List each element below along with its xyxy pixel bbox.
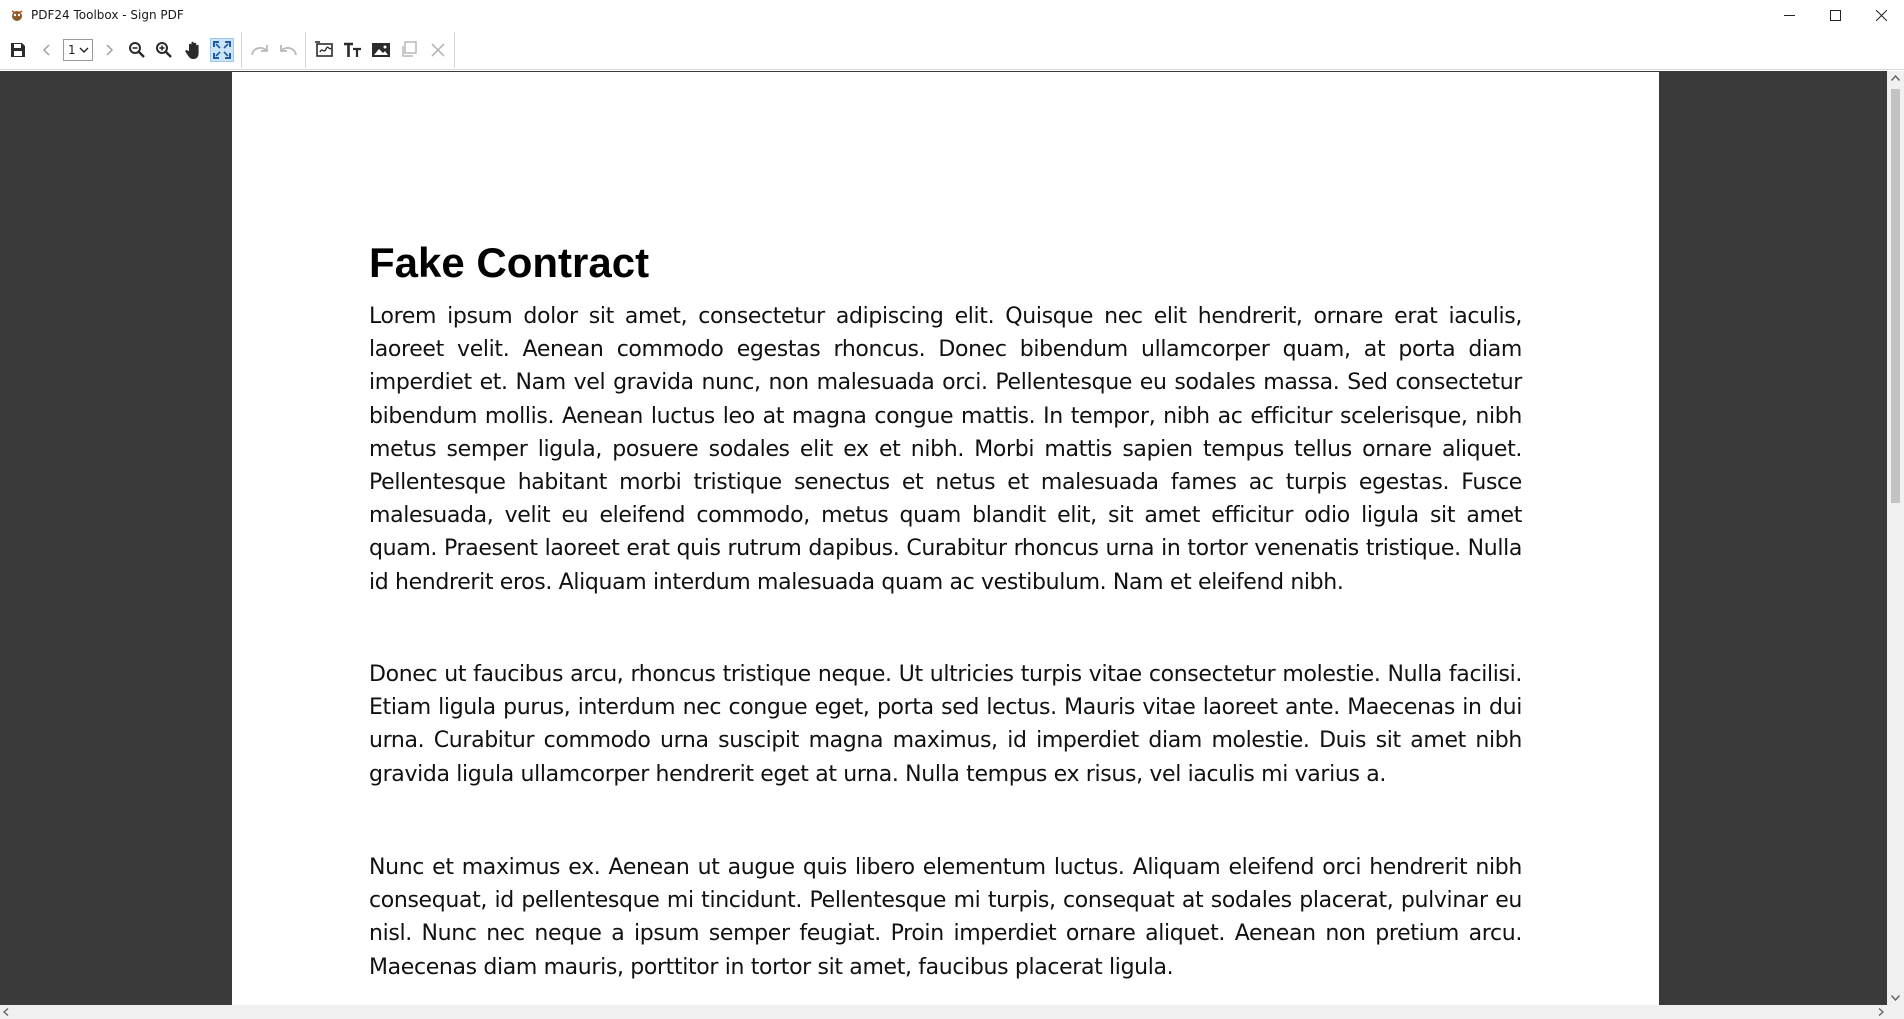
page-number-select[interactable] — [63, 39, 93, 61]
toolbar-separator — [454, 32, 455, 68]
close-window-button[interactable] — [1858, 0, 1904, 30]
delete-icon — [430, 42, 446, 58]
scroll-right-icon[interactable] — [1878, 1008, 1884, 1016]
zoom-out-button[interactable] — [125, 38, 149, 62]
hand-tool-icon — [185, 40, 203, 60]
save-icon — [9, 41, 27, 59]
add-signature-button[interactable] — [313, 38, 337, 62]
redo-icon — [250, 43, 270, 57]
page-number-value: 1 — [68, 43, 76, 57]
add-text-button[interactable] — [341, 38, 365, 62]
add-image-button[interactable] — [369, 38, 393, 62]
hand-tool-button[interactable] — [182, 38, 206, 62]
scroll-down-icon[interactable] — [1891, 995, 1900, 1001]
scroll-left-icon[interactable] — [3, 1008, 9, 1016]
vertical-scroll-thumb[interactable] — [1891, 89, 1900, 503]
window-controls — [1766, 0, 1904, 30]
prev-page-button[interactable] — [35, 38, 59, 62]
window-title: PDF24 Toolbox - Sign PDF — [31, 8, 184, 22]
next-page-button[interactable] — [97, 38, 121, 62]
prev-page-icon — [41, 43, 53, 57]
add-signature-icon — [315, 41, 335, 59]
undo-icon — [278, 43, 298, 57]
scrollbar-corner — [1887, 1005, 1904, 1019]
zoom-in-icon — [155, 41, 173, 59]
next-page-icon — [103, 43, 115, 57]
title-bar — [0, 0, 1904, 30]
paragraph: Nunc et maximus ex. Aenean ut augue quis libero elementum luctus. Aliquam eleifend orci hendrerit nibh consequat, id pellentesque mi tincidunt. Pellentesque mi turpis, consequat at sodales placerat, pulvinar eu nisl. Nunc nec neque a ipsum semper feugiat. Proin imperdiet ornare aliquet. Aenean non pretium arcu. Maecenas diam mauris, porttitor in tortor sit amet, faucibus placerat ligula. — [369, 855, 1522, 980]
duplicate-icon — [400, 41, 418, 59]
close-icon — [1876, 10, 1887, 21]
delete-button[interactable] — [426, 38, 450, 62]
duplicate-button[interactable] — [397, 38, 421, 62]
add-image-icon — [371, 41, 391, 59]
paragraph: Lorem ipsum dolor sit amet, consectetur adipiscing elit. Quisque nec elit hendrerit, ornare erat iaculis, laoreet velit. Aenean commodo egestas rhoncus. Donec bibendum ullamcorper quam, at porta diam imperdiet et. Nam vel gravida nunc, non malesuada orci. Pellentesque eu sodales massa. Sed consectetur bibendum mollis. Aenean luctus leo at magna congue mattis. In tempor, nibh ac efficitur scelerisque, nibh metus semper ligula, posuere sodales elit ex et nibh. Morbi mattis sapien tempus tellus ornare aliquet. Pellentesque habitant morbi tristique senectus et netus et malesuada fames ac turpis egestas. Fusce malesuada, velit eu eleifend commodo, metus quam blandit elit, sit amet efficitur odio ligula sit amet quam. Praesent laoreet erat quis rutrum dapibus. Curabitur rhoncus urna in tortor venenatis tristique. Nulla id hendrerit eros. Aliquam interdum malesuada quam ac vestibulum. Nam et eleifend nibh. — [369, 304, 1522, 595]
document-viewer[interactable] — [0, 71, 1904, 1005]
zoom-out-icon — [128, 41, 146, 59]
zoom-in-button[interactable] — [152, 38, 176, 62]
scroll-up-icon[interactable] — [1891, 75, 1900, 81]
maximize-icon — [1830, 10, 1841, 21]
horizontal-scrollbar[interactable] — [0, 1005, 1887, 1019]
undo-button[interactable] — [276, 38, 300, 62]
toolbar-separator — [305, 32, 306, 68]
app-logo-icon — [9, 7, 25, 23]
vertical-scrollbar[interactable] — [1887, 71, 1904, 1005]
toolbar — [0, 30, 1904, 70]
fit-page-button[interactable] — [210, 38, 234, 62]
toolbar-separator — [241, 32, 242, 68]
document-title: Fake Contract — [369, 239, 650, 286]
pdf-page[interactable] — [232, 72, 1659, 1005]
fit-page-icon — [213, 41, 231, 59]
minimize-button[interactable] — [1766, 0, 1812, 30]
add-text-icon — [343, 41, 363, 59]
save-button[interactable] — [6, 38, 30, 62]
maximize-button[interactable] — [1812, 0, 1858, 30]
chevron-down-icon — [79, 46, 89, 54]
paragraph: Donec ut faucibus arcu, rhoncus tristique neque. Ut ultricies turpis vitae consectetur molestie. Nulla facilisi. Etiam ligula purus, interdum nec congue eget, porta sed lectus. Mauris vitae laoreet ante. Maecenas in dui urna. Curabitur commodo urna suscipit magna maximus, id imperdiet diam molestie. Duis sit amet nibh gravida ligula ullamcorper hendrerit eget at urna. Nulla tempus ex risus, vel iaculis mi varius a. — [369, 662, 1522, 787]
minimize-icon — [1784, 10, 1795, 21]
redo-button[interactable] — [248, 38, 272, 62]
